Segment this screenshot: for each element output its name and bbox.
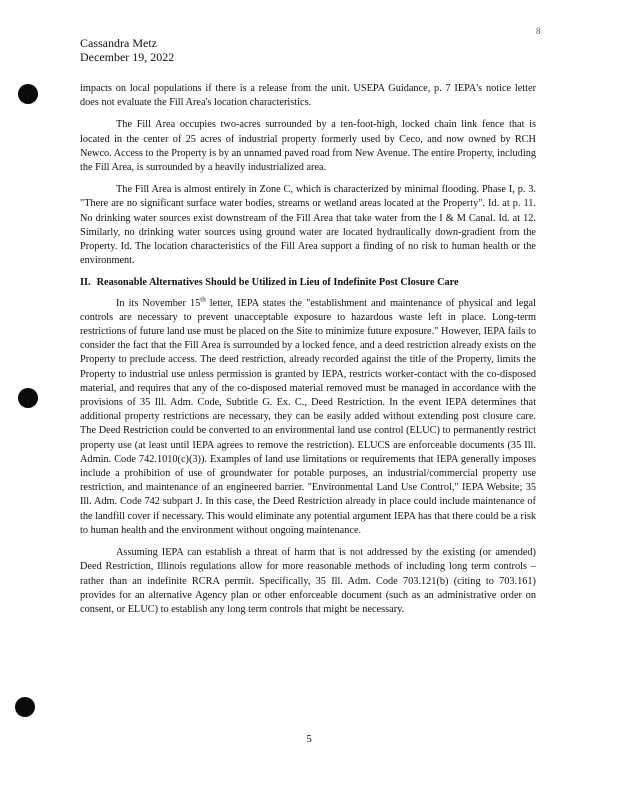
- ordinal-superscript: th: [200, 295, 206, 304]
- paragraph-rest: letter, IEPA states the "establishment and maintenance of physical and legal controls are necessary to prevent unacceptable exposure to hazardous waste left in place. Long-term restrictions of future land use must be placed on the Site to minimize future exposure." However, IEPA fails to consider the fact that the Fill Area is surrounded by a locked fence, and a deed restriction already exists on the Property to preclude access. The deed restriction, already recorded against the title of the Property, limits the Property to industrial use unless permission is granted by IEPA, restricts worker-contact with the co-disposed material, and requires that any of the co-disposed material removed must be managed in accordance with the provisions of 35 Ill. Adm. Code, Subtitle G. Ex. C., Deed Restriction. In the event IEPA determines that additional property restrictions are necessary, they can be easily added without extending post closure care. The Deed Restriction could be converted to an environmental land use control (ELUC) to permanently restrict property use (at least until IEPA agrees to remove the restriction). ELUCS are enforceable documents (35 Ill. Admin. Code 742.1010(c)(3)). Examples of land use limitations or requirements that IEPA generally imposes include a prohibition of use of groundwater for potable purposes, an industrial/commercial property use restriction, and maintenance of an engineered barrier. "Environmental Land Use Control," IEPA Website; 35 Ill. Adm. Code 742 subpart J. In this case, the Deed Restriction already in place could include maintenance of the landfill cover if necessary. This would eliminate any potential argument IEPA has that there could be a risk to human health and the environment without ongoing maintenance.: [80, 297, 536, 536]
- paragraph-lead: In its November 15: [116, 297, 201, 309]
- letter-date: December 19, 2022: [80, 50, 175, 64]
- punch-hole-middle: [18, 388, 38, 408]
- paragraph-fill-area-description: The Fill Area occupies two-acres surrounded by a ten-foot-high, locked chain link fence that is located in the center of 25 acres of industrial property formerly used by Ceco, and now owned by RCH Newco. Access to the Property is by an unnamed paved road from New Avenue. The entire Property, including the Fill Area, is surrounded by a heavily industrialized area.: [80, 119, 536, 174]
- letter-body: [80, 82, 536, 625]
- section-number: II.: [80, 277, 91, 289]
- page-number: 5: [306, 733, 312, 745]
- paragraph-alternative-controls: Assuming IEPA can establish a threat of harm that is not addressed by the existing (or amended) Deed Restriction, Illinois regulations allow for more reasonable methods of including long term controls – rather than an indefinite RCRA permit. Specifically, 35 Ill. Adm. Code 703.121(b) (citing to 703.161) provides for an alternative Agency plan or other enforceable document (such as an administrative order on consent, or ELUC) to establish any long term controls that might be necessary.: [80, 547, 536, 615]
- corner-page-number: 8: [536, 26, 541, 36]
- letter-header: [80, 36, 174, 64]
- paragraph-location-impacts: impacts on local populations if there is a release from the unit. USEPA Guidance, p. 7 IEPA's notice letter does not evaluate the Fill Area's location characteristics.: [80, 83, 536, 109]
- paragraph-flood-zone: The Fill Area is almost entirely in Zone C, which is characterized by minimal flooding. Phase I, p. 3. "There are no significant surface water bodies, streams or wetland areas located at the Property". Id. at p. 11. No drinking water sources exist downstream of the Fill Area that take water from the I & M Canal. Id. at 12. Similarly, no drinking water sources using ground water are located hydraulically down-gradient from the Property. Id. The location characteristics of the Fill Area support a finding of no risk to human health or the environment.: [80, 184, 536, 267]
- section-title: Reasonable Alternatives Should be Utilized in Lieu of Indefinite Post Closure Care: [96, 277, 459, 289]
- section-heading: [80, 276, 536, 290]
- recipient-name: Cassandra Metz: [80, 36, 157, 50]
- paragraph-deed-restriction: [80, 297, 536, 538]
- punch-hole-bottom: [15, 697, 35, 717]
- punch-hole-top: [18, 84, 38, 104]
